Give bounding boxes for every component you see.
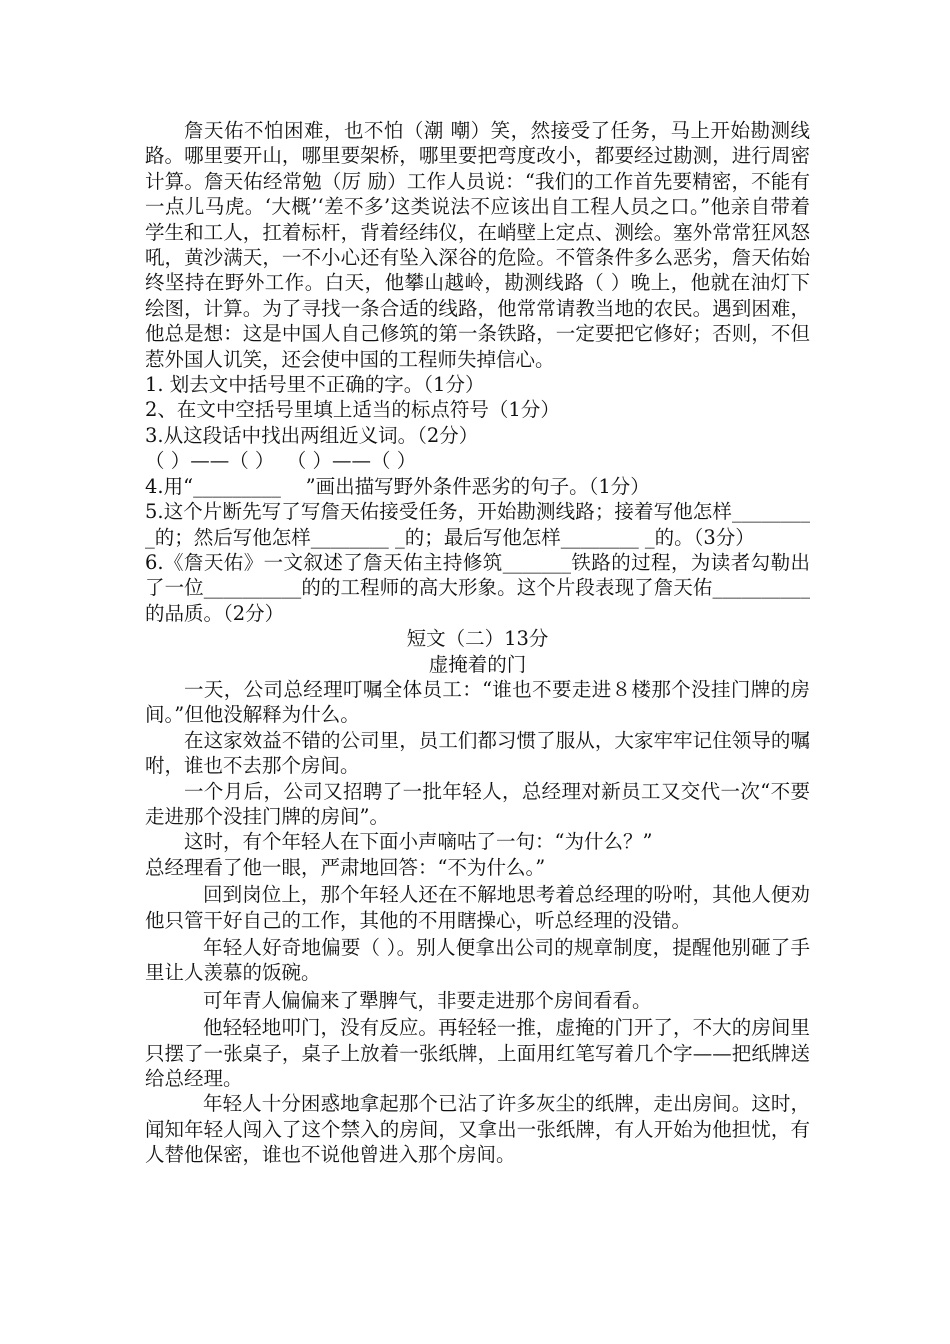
section2-heading: 短文（二）13分 — [406, 627, 549, 651]
passage2-paragraph: 一个月后，公司又招聘了一批年轻人，总经理对新员工又交代一次“不要走进那个没挂门牌的房间”。 — [145, 779, 810, 828]
question-3-blanks: （ ）——（ ） （ ）——（ ） — [145, 449, 417, 473]
question-1: 1. 划去文中括号里不正确的字。（1分） — [145, 373, 485, 397]
passage2-paragraph: 回到岗位上，那个年轻人还在不解地思考着总经理的吩咐，其他人便劝他只管干好自己的工作，其他的不用瞎操心，听总经理的没错。 — [145, 883, 810, 932]
question-5: 5.这个片断先写了写詹天佑接受任务，开始勘测线路；接着写他怎样________ _的；然后写他怎样________ _的；最后写他怎样________ _的。（3分） — [145, 500, 810, 549]
passage2-paragraph: 一天，公司总经理叮嘱全体员工：“谁也不要走进８楼那个没挂门牌的房间。”但他没解释为什么。 — [145, 677, 810, 727]
passage2-paragraph: 年轻人好奇地偏要（ ）。别人便拿出公司的规章制度，提醒他别砸了手里让人羡慕的饭碗。 — [145, 936, 810, 985]
passage2-paragraph: 总经理看了他一眼，严肃地回答：“不为什么。” — [145, 855, 546, 879]
passage1-paragraph: 詹天佑不怕困难，也不怕（潮 嘲）笑，然接受了任务，马上开始勘测线路。哪里要开山，哪里要架桥，哪里要把弯度改小，都要经过勘测，进行周密计算。詹天佑经常勉（厉 励）工作人员说：“我们的工作首先要精密，不能有一点儿马虎。‘大概’‘差不多’这类说法不应该出自工程人员之口。”他亲自带着学生和工人，扛着标杆，背着经纬仪，在峭壁上定点、测绘。塞外常常狂风怒吼，黄沙满天，一不小心还有坠入深谷的危险。不管条件多么恶劣，詹天佑始终坚持在野外工作。白天，他攀山越岭，勘测线路（ ）晚上，他就在油灯下绘图，计算。为了寻找一条合适的线路，他常常请教当地的农民。遇到困难，他总是想：这是中国人自己修筑的第一条铁路，一定要把它修好；否则，不但惹外国人讥笑，还会使中国的工程师失掉信心。 — [145, 119, 810, 371]
document-page — [145, 118, 810, 1168]
question-4: 4.用“_________ ”画出描写野外条件恶劣的句子。（1分） — [145, 474, 650, 498]
passage2-paragraph: 可年青人偏偏来了犟脾气，非要走进那个房间看看。 — [203, 988, 652, 1012]
question-6: 6.《詹天佑》一文叙述了詹天佑主持修筑_______铁路的过程，为读者勾勒出了一位__________的的工程师的高大形象。这个片段表现了詹天佑__________ 的品质。（2分） — [145, 550, 810, 625]
passage2-paragraph: 年轻人十分困惑地拿起那个已沾了许多灰尘的纸牌，走出房间。这时，闻知年轻人闯入了这个禁入的房间，又拿出一张纸牌，有人开始为他担忧，有人替他保密，谁也不说他曾进入那个房间。 — [145, 1092, 810, 1167]
passage2-paragraph: 他轻轻地叩门，没有反应。再轻轻一推，虚掩的门开了，不大的房间里只摆了一张桌子，桌子上放着一张纸牌，上面用红笔写着几个字——把纸牌送给总经理。 — [145, 1016, 810, 1091]
question-3: 3.从这段话中找出两组近义词。（2分） — [145, 423, 479, 447]
passage2-paragraph: 这时，有个年轻人在下面小声嘀咕了一句：“为什么？” — [184, 830, 653, 854]
passage2-paragraph: 在这家效益不错的公司里，员工们都习惯了服从，大家牢牢记住领导的嘱咐，谁也不去那个房间。 — [145, 728, 810, 778]
question-2: 2、在文中空括号里填上适当的标点符号（1分） — [145, 398, 560, 422]
section2-title: 虚掩着的门 — [428, 652, 527, 676]
